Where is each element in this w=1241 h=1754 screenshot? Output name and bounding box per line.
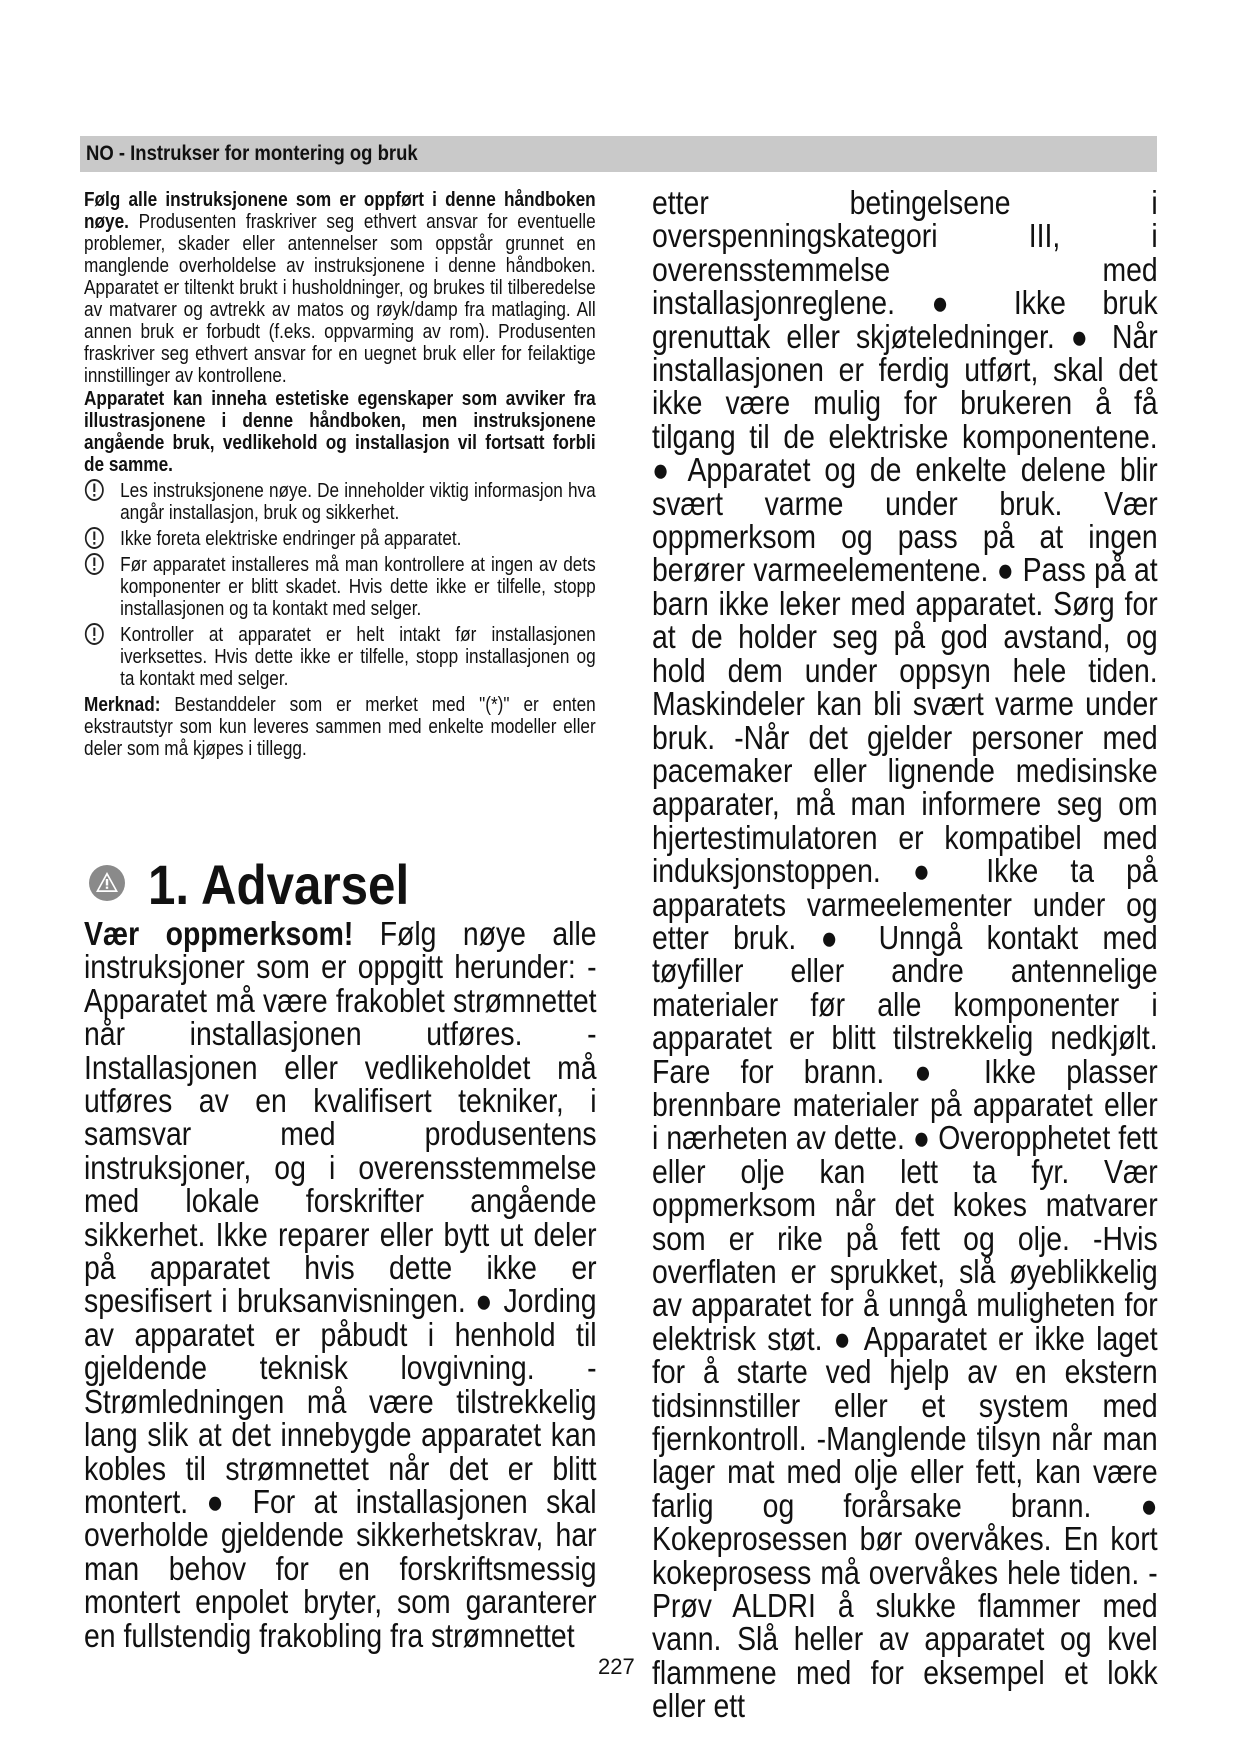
warning-item [84, 528, 596, 550]
section-heading [84, 852, 604, 922]
warning-text: Før apparatet installeres må man kontrollere at ingen av dets komponenter er blitt skadet. Hvis dette ikke er tilfelle, stopp installasjonen og ta kontakt med selger. [120, 554, 596, 620]
note-text: Bestanddeler som er merket med "(*)" er enten ekstrautstyr som kun leveres sammen med enkelte modeller eller deler som må kjøpes i tillegg. [84, 694, 596, 760]
warning-item [84, 624, 596, 690]
body-text-right: etter betingelsene i overspenningskategori III, i overensstemmelse med installasjonreglene. ● Ikke bruk grenuttak eller skjøteledninger. ● Når installasjonen er ferdig utført, skal det ikke være mulig for brukeren å få tilgang til de elektriske komponentene. ● Apparatet og de enkelte delene blir svært varme under bruk. Vær oppmerksom og pass på at ingen berører varmeelementene. ● Pass på at barn ikke leker med apparatet. Sørg for at de holder seg på god avstand, og hold dem under oppsyn hele tiden. Maskindeler kan bli svært varme under bruk. -Når det gjelder personer med pacemaker eller lignende medisinske apparater, må man informere seg om hjertestimulatoren er kompatibel med induksjonstoppen. ● Ikke ta på apparatets varmeelementer under og etter bruk. ● Unngå kontakt med tøyfiller eller andre antennelige materialer før alle komponenter i apparatet er blitt tilstrekkelig nedkjølt. Fare for brann. ● Ikke plasser brennbare materialer på apparatet eller i nærheten av dette. ● Overopphetet fett eller olje kan lett ta fyr. Vær oppmerksom når det kokes matvarer som er rike på fett og olje. -Hvis overflaten er sprukket, slå øyeblikkelig av apparatet for å unngå muligheten for elektrisk støt. ● Apparatet er ikke laget for å starte ved hjelp av en ekstern tidsinnstiller eller et system med fjernkontroll. -Manglende tilsyn når man lager mat med olje eller fett, kan være farlig og forårsake brann. ● Kokeprosessen bør overvåkes. En kort kokeprosess må overvåkes hele tiden. -Prøv ALDRI å slukke flammer med vann. Slå heller av apparatet og kvel flammene med for eksempel et lokk eller ett [652, 184, 1158, 1725]
warning-text: Kontroller at apparatet er helt intakt før installasjonen iverksettes. Hvis dette ikke er tilfelle, stopp installasjonen og ta kontakt med selger. [120, 624, 596, 690]
page-number: 227 [598, 1654, 635, 1679]
intro-text: Produsenten fraskriver seg ethvert ansvar for eventuelle problemer, skader eller antennelser som oppstår grunnet en manglende overholdelse av instruksjonene i denne håndboken. Apparatet er tiltenkt brukt i husholdninger, og brukes til tilberedelse av matvarer og avtrekk av matos og røyk/damp fra matlaging. All annen bruk er forbudt (f.eks. oppvarming av rom). Produsenten fraskriver seg ethvert ansvar for en uegnet bruk eller for feilaktige innstillinger av kontrollene. [84, 211, 596, 387]
warning-circle-icon [84, 526, 105, 550]
warning-circle-icon [84, 552, 105, 576]
warning-text: Ikke foreta elektriske endringer på apparatet. [120, 528, 462, 550]
intro-paragraph-2: Apparatet kan inneha estetiske egenskaper som avviker fra illustrasjonene i denne håndboken, men instruksjonene angående bruk, vedlikehold og installasjon vil fortsatt forbli de samme. [84, 388, 596, 476]
warning-item [84, 480, 596, 524]
body-text-left: Følg nøye alle instruksjoner som er oppgitt herunder: -Apparatet må være frakoblet strømnettet når installasjonen utføres. -Installasjonen eller vedlikeholdet må utføres av en kvalifisert tekniker, i samsvar med produsentens instruksjoner, og i overensstemmelse med lokale forskrifter angående sikkerhet. Ikke reparer eller bytt ut deler på apparatet hvis dette ikke er spesifisert i bruksanvisningen. ● Jording av apparatet er påbudt i henhold til gjeldende teknisk lovgivning. -Strømledningen må være tilstrekkelig lang slik at det innebygde apparatet kan kobles til strømnettet når det er blitt montert. ● For at installasjonen skal overholde gjeldende sikkerhetskrav, har man behov for en forskriftsmessig montert enpolet bryter, som garanterer en fullstendig frakobling fra strømnettet [84, 915, 597, 1654]
header-title: NO - Instrukser for montering og bruk [86, 142, 418, 165]
right-column [652, 186, 1158, 1723]
warning-item [84, 554, 596, 620]
note-paragraph [84, 694, 596, 760]
intro-bold-lead: Følg alle instruksjonene som er oppført i denne håndboken nøye. [84, 189, 596, 233]
warning-circle-icon [84, 622, 105, 646]
left-column [84, 189, 596, 761]
warning-body-left [84, 917, 597, 1652]
section-header-band [80, 136, 1157, 172]
warning-circle-icon [84, 478, 105, 502]
intro-paragraph-1 [84, 189, 596, 387]
warning-triangle-icon [88, 864, 126, 902]
note-label: Merknad: [84, 694, 161, 716]
section-title: 1. Advarsel [148, 853, 410, 916]
lead-bold: Vær oppmerksom! [84, 915, 354, 952]
warning-text: Les instruksjonene nøye. De inneholder viktig informasjon hva angår installasjon, bruk og sikkerhet. [120, 480, 596, 524]
intro-block [84, 189, 596, 760]
